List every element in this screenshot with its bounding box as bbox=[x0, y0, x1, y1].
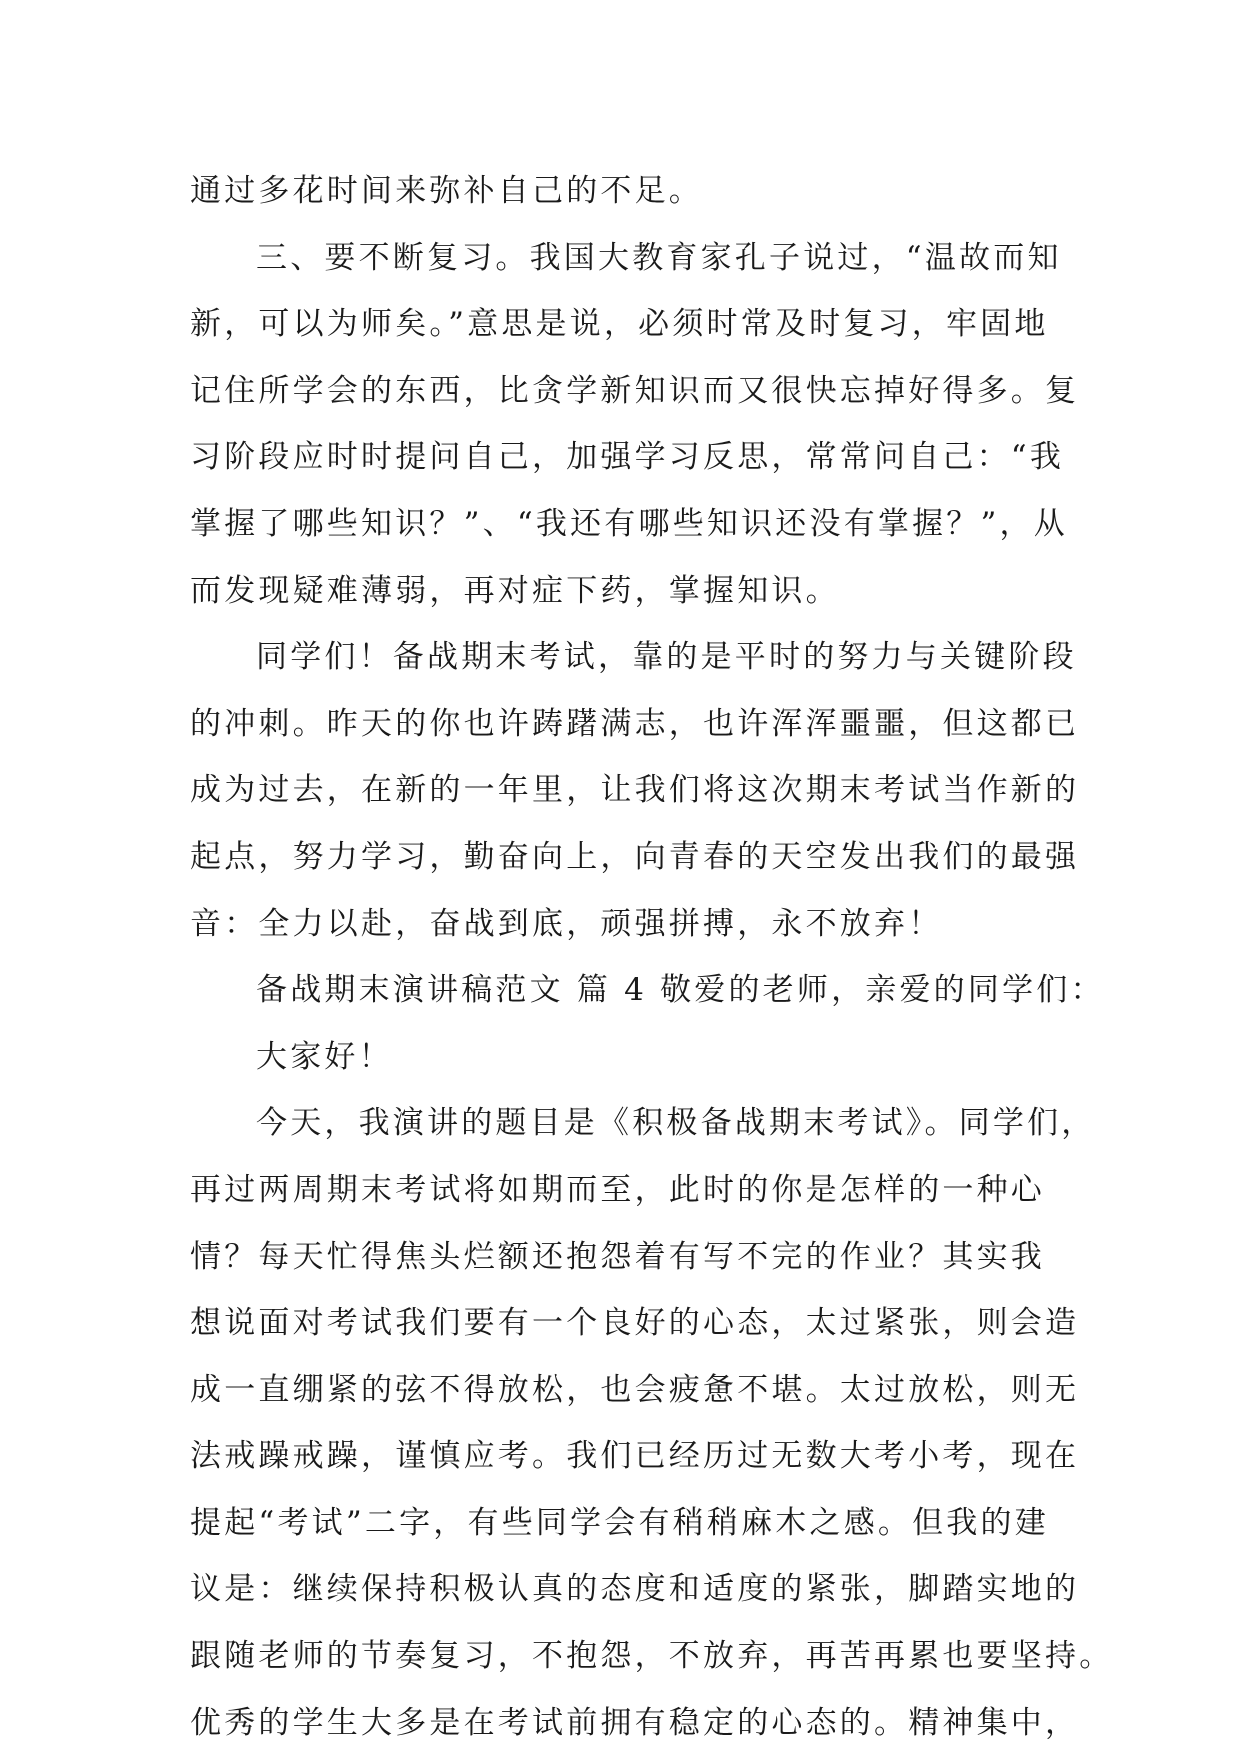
text-line: 成一直绷紧的弦不得放松，也会疲惫不堪。太过放松，则无 bbox=[190, 1371, 1080, 1408]
text-line: 优秀的学生大多是在考试前拥有稳定的心态的。精神集中， bbox=[190, 1704, 1080, 1741]
text-line: 提起“考试”二字，有些同学会有稍稍麻木之感。但我的建 bbox=[190, 1504, 1049, 1541]
text-line: 掌握了哪些知识？”、“我还有哪些知识还没有掌握？”，从 bbox=[190, 505, 1068, 542]
text-line: 成为过去，在新的一年里，让我们将这次期末考试当作新的 bbox=[190, 772, 1080, 809]
text-line: 起点，努力学习，勤奋向上，向青春的天空发出我们的最强 bbox=[190, 838, 1080, 875]
greeting-line: 大家好！ bbox=[256, 1038, 393, 1075]
text-line: 议是：继续保持积极认真的态度和适度的紧张，脚踏实地的 bbox=[190, 1571, 1080, 1608]
text-line: 再过两周期末考试将如期而至，此时的你是怎样的一种心 bbox=[190, 1171, 1045, 1208]
text-line: 今天，我演讲的题目是《积极备战期末考试》。同学们， bbox=[256, 1105, 1096, 1142]
text-line: 习阶段应时时提问自己，加强学习反思，常常问自己：“我 bbox=[190, 439, 1065, 476]
text-line: 法戒躁戒躁，谨慎应考。我们已经历过无数大考小考，现在 bbox=[190, 1438, 1080, 1475]
text-line: 音：全力以赴，奋战到底，顽强拼搏，永不放弃！ bbox=[190, 905, 943, 942]
section-heading-line: 备战期末演讲稿范文 篇 4 敬爱的老师，亲爱的同学们： bbox=[256, 972, 1105, 1009]
text-line: 同学们！备战期末考试，靠的是平时的努力与关键阶段 bbox=[256, 639, 1077, 676]
text-line: 三、要不断复习。我国大教育家孔子说过，“温故而知 bbox=[256, 239, 1062, 276]
text-line: 想说面对考试我们要有一个良好的心态，太过紧张，则会造 bbox=[190, 1305, 1080, 1342]
text-line: 跟随老师的节奏复习，不抱怨，不放弃，再苦再累也要坚持。 bbox=[190, 1638, 1114, 1675]
document-body bbox=[190, 158, 1114, 1756]
text-line: 的冲刺。昨天的你也许踌躇满志，也许浑浑噩噩，但这都已 bbox=[190, 705, 1080, 742]
text-line: 通过多花时间来弥补自己的不足。 bbox=[190, 173, 703, 209]
text-line: 情？每天忙得焦头烂额还抱怨着有写不完的作业？其实我 bbox=[190, 1238, 1045, 1275]
text-line: 而发现疑难薄弱，再对症下药，掌握知识。 bbox=[190, 572, 840, 609]
text-line: 新，可以为师矣。”意思是说，必须时常及时复习，牢固地 bbox=[190, 306, 1049, 343]
text-line: 记住所学会的东西，比贪学新知识而又很快忘掉好得多。复 bbox=[190, 372, 1080, 409]
